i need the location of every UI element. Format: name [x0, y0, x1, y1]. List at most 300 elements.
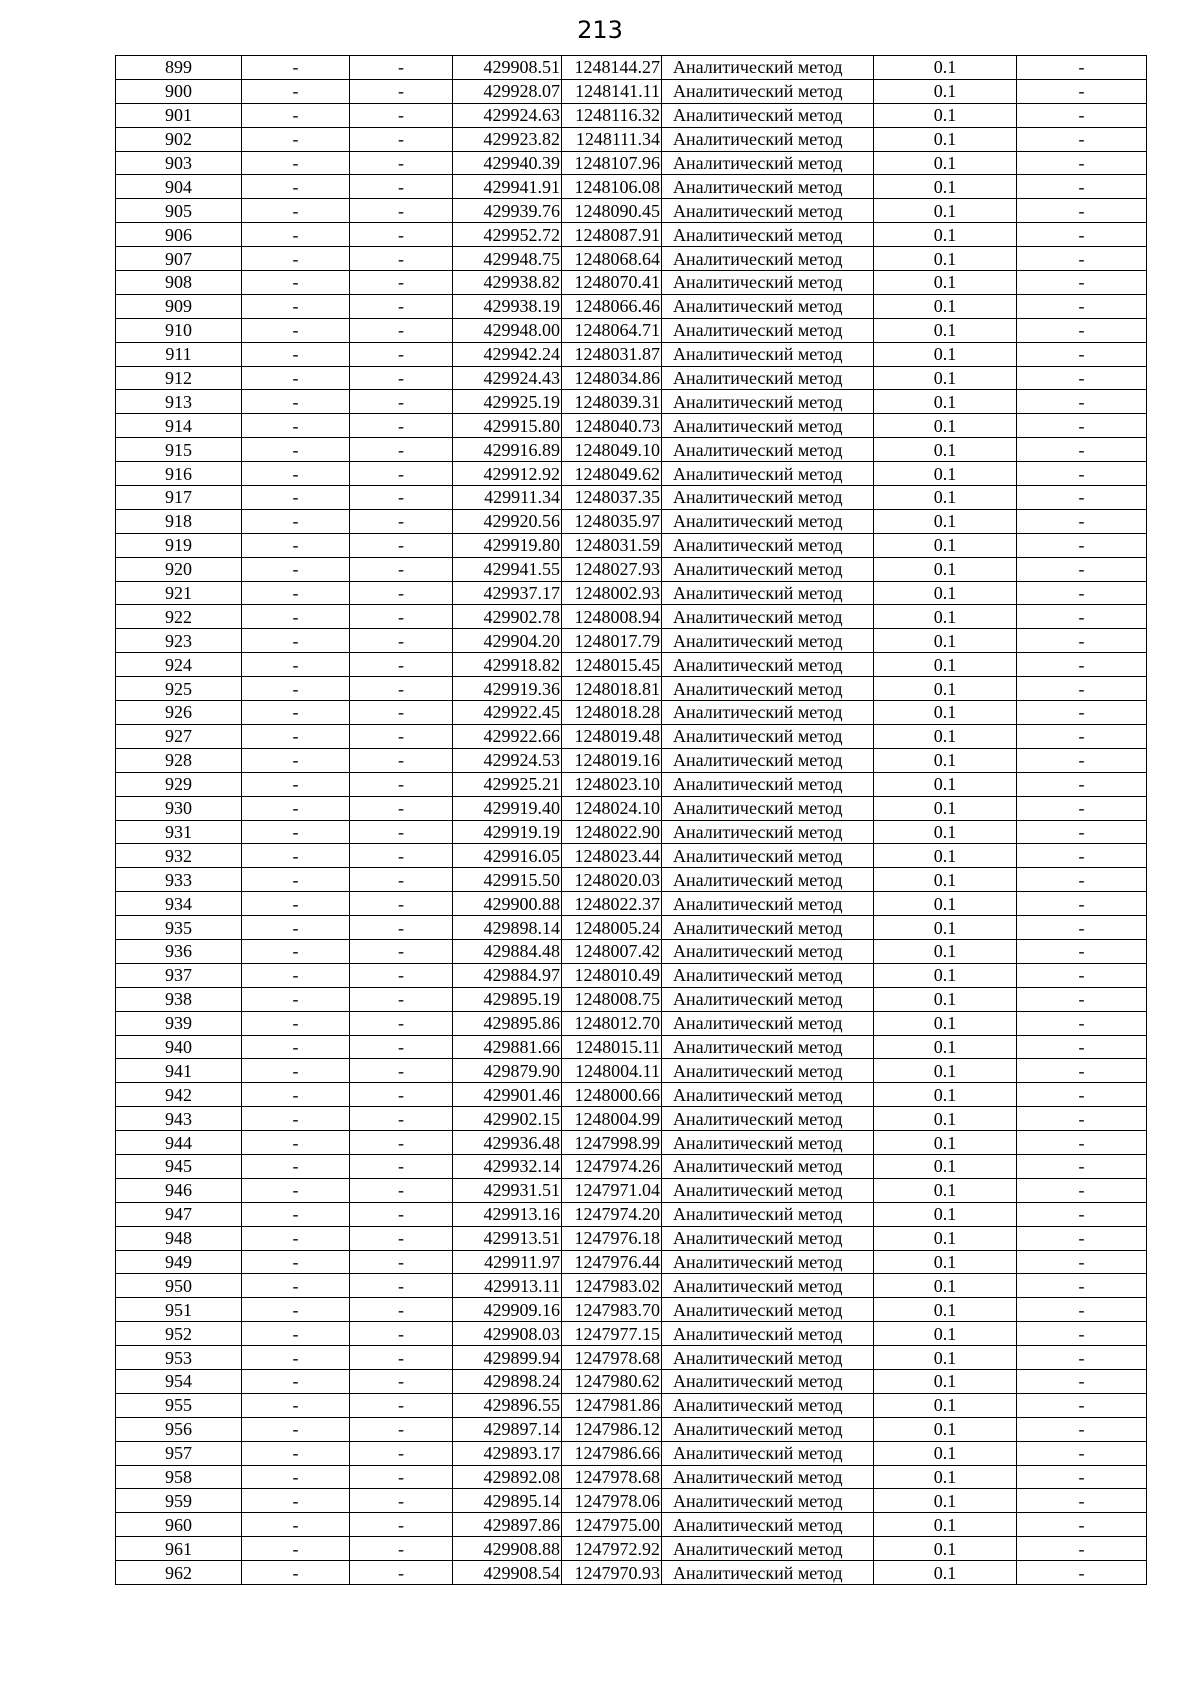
table-row: [116, 820, 1147, 844]
description-cell: -: [1017, 724, 1147, 748]
old-x-cell: -: [242, 1393, 350, 1417]
y-coordinate-cell: 1248018.81: [562, 677, 662, 701]
method-cell: Аналитический метод: [662, 1059, 874, 1083]
accuracy-cell: 0.1: [874, 271, 1017, 295]
old-y-cell: -: [350, 724, 453, 748]
old-y-cell: -: [350, 1035, 453, 1059]
y-coordinate-cell: 1248087.91: [562, 223, 662, 247]
point-number-cell: 903: [116, 151, 242, 175]
method-cell: Аналитический метод: [662, 844, 874, 868]
table-row: [116, 247, 1147, 271]
table-row: [116, 629, 1147, 653]
table-row: [116, 581, 1147, 605]
point-number-cell: 931: [116, 820, 242, 844]
point-number-cell: 936: [116, 939, 242, 963]
old-y-cell: -: [350, 1131, 453, 1155]
y-coordinate-cell: 1248070.41: [562, 271, 662, 295]
y-coordinate-cell: 1247998.99: [562, 1131, 662, 1155]
point-number-cell: 932: [116, 844, 242, 868]
point-number-cell: 923: [116, 629, 242, 653]
accuracy-cell: 0.1: [874, 56, 1017, 80]
x-coordinate-cell: 429900.88: [453, 892, 562, 916]
accuracy-cell: 0.1: [874, 247, 1017, 271]
table-row: [116, 868, 1147, 892]
y-coordinate-cell: 1248024.10: [562, 796, 662, 820]
old-x-cell: -: [242, 892, 350, 916]
y-coordinate-cell: 1248007.42: [562, 939, 662, 963]
old-x-cell: -: [242, 1154, 350, 1178]
point-number-cell: 950: [116, 1274, 242, 1298]
accuracy-cell: 0.1: [874, 1346, 1017, 1370]
y-coordinate-cell: 1247986.66: [562, 1441, 662, 1465]
description-cell: -: [1017, 1489, 1147, 1513]
description-cell: -: [1017, 271, 1147, 295]
old-x-cell: -: [242, 1298, 350, 1322]
x-coordinate-cell: 429939.76: [453, 199, 562, 223]
point-number-cell: 957: [116, 1441, 242, 1465]
method-cell: Аналитический метод: [662, 223, 874, 247]
x-coordinate-cell: 429938.82: [453, 271, 562, 295]
method-cell: Аналитический метод: [662, 1202, 874, 1226]
accuracy-cell: 0.1: [874, 653, 1017, 677]
point-number-cell: 916: [116, 462, 242, 486]
description-cell: -: [1017, 629, 1147, 653]
accuracy-cell: 0.1: [874, 1274, 1017, 1298]
y-coordinate-cell: 1248017.79: [562, 629, 662, 653]
table-row: [116, 1465, 1147, 1489]
point-number-cell: 900: [116, 79, 242, 103]
accuracy-cell: 0.1: [874, 414, 1017, 438]
old-y-cell: -: [350, 223, 453, 247]
accuracy-cell: 0.1: [874, 1298, 1017, 1322]
method-cell: Аналитический метод: [662, 1178, 874, 1202]
old-y-cell: -: [350, 605, 453, 629]
old-x-cell: -: [242, 366, 350, 390]
table-body: [116, 56, 1147, 1585]
old-y-cell: -: [350, 1346, 453, 1370]
point-number-cell: 953: [116, 1346, 242, 1370]
accuracy-cell: 0.1: [874, 199, 1017, 223]
point-number-cell: 926: [116, 701, 242, 725]
description-cell: -: [1017, 175, 1147, 199]
old-y-cell: -: [350, 963, 453, 987]
x-coordinate-cell: 429919.19: [453, 820, 562, 844]
accuracy-cell: 0.1: [874, 1369, 1017, 1393]
description-cell: -: [1017, 462, 1147, 486]
method-cell: Аналитический метод: [662, 1131, 874, 1155]
old-x-cell: -: [242, 151, 350, 175]
table-row: [116, 1178, 1147, 1202]
old-x-cell: -: [242, 223, 350, 247]
description-cell: -: [1017, 1369, 1147, 1393]
description-cell: -: [1017, 56, 1147, 80]
old-y-cell: -: [350, 1154, 453, 1178]
method-cell: Аналитический метод: [662, 748, 874, 772]
x-coordinate-cell: 429908.03: [453, 1322, 562, 1346]
point-number-cell: 961: [116, 1537, 242, 1561]
table-row: [116, 127, 1147, 151]
y-coordinate-cell: 1247974.26: [562, 1154, 662, 1178]
x-coordinate-cell: 429897.86: [453, 1513, 562, 1537]
point-number-cell: 929: [116, 772, 242, 796]
y-coordinate-cell: 1248002.93: [562, 581, 662, 605]
x-coordinate-cell: 429897.14: [453, 1417, 562, 1441]
description-cell: -: [1017, 1083, 1147, 1107]
table-row: [116, 103, 1147, 127]
method-cell: Аналитический метод: [662, 414, 874, 438]
method-cell: Аналитический метод: [662, 1513, 874, 1537]
y-coordinate-cell: 1248049.62: [562, 462, 662, 486]
x-coordinate-cell: 429952.72: [453, 223, 562, 247]
y-coordinate-cell: 1247975.00: [562, 1513, 662, 1537]
accuracy-cell: 0.1: [874, 1035, 1017, 1059]
method-cell: Аналитический метод: [662, 677, 874, 701]
old-y-cell: -: [350, 1226, 453, 1250]
accuracy-cell: 0.1: [874, 939, 1017, 963]
method-cell: Аналитический метод: [662, 653, 874, 677]
x-coordinate-cell: 429940.39: [453, 151, 562, 175]
old-x-cell: -: [242, 1322, 350, 1346]
description-cell: -: [1017, 701, 1147, 725]
x-coordinate-cell: 429913.16: [453, 1202, 562, 1226]
point-number-cell: 962: [116, 1561, 242, 1585]
x-coordinate-cell: 429916.05: [453, 844, 562, 868]
x-coordinate-cell: 429898.24: [453, 1369, 562, 1393]
x-coordinate-cell: 429911.97: [453, 1250, 562, 1274]
old-y-cell: -: [350, 1083, 453, 1107]
old-y-cell: -: [350, 1561, 453, 1585]
x-coordinate-cell: 429915.80: [453, 414, 562, 438]
y-coordinate-cell: 1248019.48: [562, 724, 662, 748]
y-coordinate-cell: 1247980.62: [562, 1369, 662, 1393]
y-coordinate-cell: 1247976.18: [562, 1226, 662, 1250]
old-x-cell: -: [242, 987, 350, 1011]
accuracy-cell: 0.1: [874, 486, 1017, 510]
description-cell: -: [1017, 199, 1147, 223]
accuracy-cell: 0.1: [874, 1131, 1017, 1155]
table-row: [116, 844, 1147, 868]
point-number-cell: 951: [116, 1298, 242, 1322]
method-cell: Аналитический метод: [662, 1154, 874, 1178]
accuracy-cell: 0.1: [874, 223, 1017, 247]
old-x-cell: -: [242, 318, 350, 342]
y-coordinate-cell: 1247974.20: [562, 1202, 662, 1226]
old-x-cell: -: [242, 1513, 350, 1537]
x-coordinate-cell: 429895.14: [453, 1489, 562, 1513]
y-coordinate-cell: 1247986.12: [562, 1417, 662, 1441]
x-coordinate-cell: 429919.36: [453, 677, 562, 701]
accuracy-cell: 0.1: [874, 677, 1017, 701]
point-number-cell: 905: [116, 199, 242, 223]
table-row: [116, 1202, 1147, 1226]
table-row: [116, 1107, 1147, 1131]
method-cell: Аналитический метод: [662, 103, 874, 127]
method-cell: Аналитический метод: [662, 1226, 874, 1250]
point-number-cell: 942: [116, 1083, 242, 1107]
accuracy-cell: 0.1: [874, 1537, 1017, 1561]
description-cell: -: [1017, 438, 1147, 462]
table-row: [116, 1274, 1147, 1298]
description-cell: -: [1017, 1131, 1147, 1155]
description-cell: -: [1017, 1393, 1147, 1417]
old-x-cell: -: [242, 1131, 350, 1155]
old-y-cell: -: [350, 1274, 453, 1298]
table-row: [116, 199, 1147, 223]
old-x-cell: -: [242, 724, 350, 748]
description-cell: -: [1017, 1561, 1147, 1585]
accuracy-cell: 0.1: [874, 748, 1017, 772]
x-coordinate-cell: 429915.50: [453, 868, 562, 892]
accuracy-cell: 0.1: [874, 127, 1017, 151]
method-cell: Аналитический метод: [662, 724, 874, 748]
table-row: [116, 677, 1147, 701]
x-coordinate-cell: 429932.14: [453, 1154, 562, 1178]
y-coordinate-cell: 1247981.86: [562, 1393, 662, 1417]
description-cell: -: [1017, 868, 1147, 892]
y-coordinate-cell: 1248066.46: [562, 294, 662, 318]
method-cell: Аналитический метод: [662, 629, 874, 653]
accuracy-cell: 0.1: [874, 1441, 1017, 1465]
point-number-cell: 919: [116, 533, 242, 557]
table-row: [116, 605, 1147, 629]
table-row: [116, 342, 1147, 366]
method-cell: Аналитический метод: [662, 772, 874, 796]
old-y-cell: -: [350, 1011, 453, 1035]
accuracy-cell: 0.1: [874, 462, 1017, 486]
old-y-cell: -: [350, 1441, 453, 1465]
old-x-cell: -: [242, 1059, 350, 1083]
description-cell: -: [1017, 223, 1147, 247]
accuracy-cell: 0.1: [874, 1250, 1017, 1274]
old-x-cell: -: [242, 1107, 350, 1131]
old-x-cell: -: [242, 462, 350, 486]
y-coordinate-cell: 1247978.68: [562, 1346, 662, 1370]
table-row: [116, 724, 1147, 748]
accuracy-cell: 0.1: [874, 509, 1017, 533]
y-coordinate-cell: 1248116.32: [562, 103, 662, 127]
method-cell: Аналитический метод: [662, 1369, 874, 1393]
old-y-cell: -: [350, 820, 453, 844]
table-row: [116, 1011, 1147, 1035]
table-row: [116, 939, 1147, 963]
description-cell: -: [1017, 653, 1147, 677]
method-cell: Аналитический метод: [662, 247, 874, 271]
description-cell: -: [1017, 486, 1147, 510]
point-number-cell: 948: [116, 1226, 242, 1250]
accuracy-cell: 0.1: [874, 1178, 1017, 1202]
table-row: [116, 1322, 1147, 1346]
accuracy-cell: 0.1: [874, 103, 1017, 127]
table-row: [116, 1131, 1147, 1155]
old-x-cell: -: [242, 199, 350, 223]
y-coordinate-cell: 1248005.24: [562, 916, 662, 940]
old-x-cell: -: [242, 127, 350, 151]
point-number-cell: 917: [116, 486, 242, 510]
accuracy-cell: 0.1: [874, 987, 1017, 1011]
x-coordinate-cell: 429924.43: [453, 366, 562, 390]
point-number-cell: 902: [116, 127, 242, 151]
method-cell: Аналитический метод: [662, 557, 874, 581]
old-y-cell: -: [350, 1369, 453, 1393]
old-x-cell: -: [242, 629, 350, 653]
table-row: [116, 748, 1147, 772]
description-cell: -: [1017, 1011, 1147, 1035]
page-number: 213: [577, 16, 623, 44]
accuracy-cell: 0.1: [874, 963, 1017, 987]
accuracy-cell: 0.1: [874, 1154, 1017, 1178]
y-coordinate-cell: 1248049.10: [562, 438, 662, 462]
point-number-cell: 930: [116, 796, 242, 820]
old-x-cell: -: [242, 271, 350, 295]
old-y-cell: -: [350, 1537, 453, 1561]
old-y-cell: -: [350, 701, 453, 725]
x-coordinate-cell: 429908.54: [453, 1561, 562, 1585]
x-coordinate-cell: 429908.88: [453, 1537, 562, 1561]
y-coordinate-cell: 1248012.70: [562, 1011, 662, 1035]
y-coordinate-cell: 1248035.97: [562, 509, 662, 533]
description-cell: -: [1017, 939, 1147, 963]
point-number-cell: 946: [116, 1178, 242, 1202]
old-x-cell: -: [242, 533, 350, 557]
accuracy-cell: 0.1: [874, 1417, 1017, 1441]
accuracy-cell: 0.1: [874, 438, 1017, 462]
table-row: [116, 653, 1147, 677]
x-coordinate-cell: 429902.15: [453, 1107, 562, 1131]
y-coordinate-cell: 1248034.86: [562, 366, 662, 390]
x-coordinate-cell: 429884.97: [453, 963, 562, 987]
accuracy-cell: 0.1: [874, 772, 1017, 796]
y-coordinate-cell: 1247972.92: [562, 1537, 662, 1561]
old-x-cell: -: [242, 820, 350, 844]
table-row: [116, 1513, 1147, 1537]
point-number-cell: 915: [116, 438, 242, 462]
table-row: [116, 1298, 1147, 1322]
x-coordinate-cell: 429918.82: [453, 653, 562, 677]
point-number-cell: 913: [116, 390, 242, 414]
old-x-cell: -: [242, 1465, 350, 1489]
description-cell: -: [1017, 1107, 1147, 1131]
old-x-cell: -: [242, 438, 350, 462]
y-coordinate-cell: 1248010.49: [562, 963, 662, 987]
accuracy-cell: 0.1: [874, 1202, 1017, 1226]
y-coordinate-cell: 1248018.28: [562, 701, 662, 725]
description-cell: -: [1017, 892, 1147, 916]
y-coordinate-cell: 1248015.45: [562, 653, 662, 677]
accuracy-cell: 0.1: [874, 916, 1017, 940]
y-coordinate-cell: 1248141.11: [562, 79, 662, 103]
accuracy-cell: 0.1: [874, 1059, 1017, 1083]
old-x-cell: -: [242, 1226, 350, 1250]
y-coordinate-cell: 1247983.02: [562, 1274, 662, 1298]
point-number-cell: 925: [116, 677, 242, 701]
table-row: [116, 366, 1147, 390]
table-row: [116, 56, 1147, 80]
method-cell: Аналитический метод: [662, 1274, 874, 1298]
table-row: [116, 1417, 1147, 1441]
x-coordinate-cell: 429884.48: [453, 939, 562, 963]
method-cell: Аналитический метод: [662, 1465, 874, 1489]
y-coordinate-cell: 1248031.87: [562, 342, 662, 366]
old-y-cell: -: [350, 271, 453, 295]
old-y-cell: -: [350, 342, 453, 366]
old-y-cell: -: [350, 486, 453, 510]
old-y-cell: -: [350, 127, 453, 151]
old-y-cell: -: [350, 175, 453, 199]
old-y-cell: -: [350, 1465, 453, 1489]
point-number-cell: 914: [116, 414, 242, 438]
point-number-cell: 940: [116, 1035, 242, 1059]
description-cell: -: [1017, 916, 1147, 940]
old-y-cell: -: [350, 1250, 453, 1274]
method-cell: Аналитический метод: [662, 1489, 874, 1513]
method-cell: Аналитический метод: [662, 271, 874, 295]
accuracy-cell: 0.1: [874, 1393, 1017, 1417]
old-x-cell: -: [242, 796, 350, 820]
y-coordinate-cell: 1248090.45: [562, 199, 662, 223]
old-x-cell: -: [242, 868, 350, 892]
old-y-cell: -: [350, 844, 453, 868]
old-x-cell: -: [242, 748, 350, 772]
x-coordinate-cell: 429937.17: [453, 581, 562, 605]
method-cell: Аналитический метод: [662, 1298, 874, 1322]
point-number-cell: 912: [116, 366, 242, 390]
method-cell: Аналитический метод: [662, 1322, 874, 1346]
accuracy-cell: 0.1: [874, 366, 1017, 390]
table-row: [116, 916, 1147, 940]
x-coordinate-cell: 429922.45: [453, 701, 562, 725]
old-x-cell: -: [242, 1035, 350, 1059]
y-coordinate-cell: 1248008.75: [562, 987, 662, 1011]
table-row: [116, 151, 1147, 175]
old-y-cell: -: [350, 581, 453, 605]
method-cell: Аналитический метод: [662, 342, 874, 366]
old-x-cell: -: [242, 844, 350, 868]
old-y-cell: -: [350, 748, 453, 772]
x-coordinate-cell: 429892.08: [453, 1465, 562, 1489]
y-coordinate-cell: 1248027.93: [562, 557, 662, 581]
old-x-cell: -: [242, 939, 350, 963]
y-coordinate-cell: 1247976.44: [562, 1250, 662, 1274]
description-cell: -: [1017, 127, 1147, 151]
x-coordinate-cell: 429948.00: [453, 318, 562, 342]
accuracy-cell: 0.1: [874, 605, 1017, 629]
x-coordinate-cell: 429941.55: [453, 557, 562, 581]
old-y-cell: -: [350, 1393, 453, 1417]
table-row: [116, 1250, 1147, 1274]
table-row: [116, 318, 1147, 342]
method-cell: Аналитический метод: [662, 127, 874, 151]
accuracy-cell: 0.1: [874, 1322, 1017, 1346]
y-coordinate-cell: 1248022.37: [562, 892, 662, 916]
old-y-cell: -: [350, 1322, 453, 1346]
point-number-cell: 943: [116, 1107, 242, 1131]
method-cell: Аналитический метод: [662, 486, 874, 510]
accuracy-cell: 0.1: [874, 79, 1017, 103]
point-number-cell: 911: [116, 342, 242, 366]
description-cell: -: [1017, 1417, 1147, 1441]
old-y-cell: -: [350, 1059, 453, 1083]
old-y-cell: -: [350, 892, 453, 916]
old-y-cell: -: [350, 151, 453, 175]
description-cell: -: [1017, 844, 1147, 868]
method-cell: Аналитический метод: [662, 438, 874, 462]
method-cell: Аналитический метод: [662, 1393, 874, 1417]
x-coordinate-cell: 429909.16: [453, 1298, 562, 1322]
y-coordinate-cell: 1248040.73: [562, 414, 662, 438]
point-number-cell: 939: [116, 1011, 242, 1035]
y-coordinate-cell: 1248106.08: [562, 175, 662, 199]
accuracy-cell: 0.1: [874, 175, 1017, 199]
